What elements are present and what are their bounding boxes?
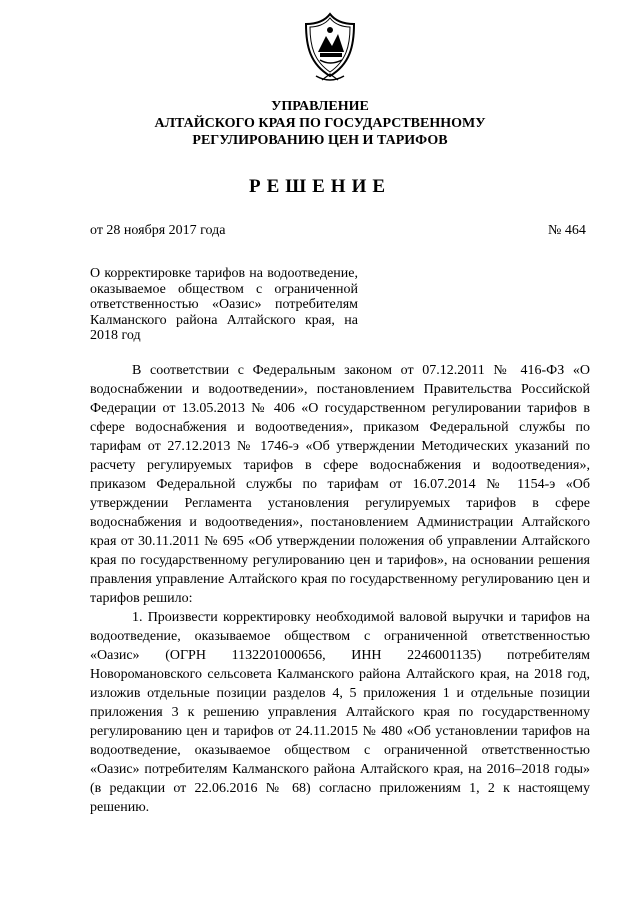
document-body [90, 361, 590, 817]
document-date: от 28 ноября 2017 года [90, 223, 226, 238]
org-line: РЕГУЛИРОВАНИЮ ЦЕН И ТАРИФОВ [192, 133, 448, 148]
body-paragraph: 1. Произвести корректировку необходимой валовой выручки и тарифов на водоотведение, оказываемое обществом с ограниченной ответственностью «Оазис» (ОГРН 1132201000656, ИНН 2246001135) потребителям Новоромановского сельсовета Калманского района Алтайского края, на 2018 год, изложив отдельные позиции разделов 4, 5 приложения 1 и отдельные позиции приложения 3 к решению управления Алтайского края по государственному регулированию цен и тарифов от 24.11.2015 № 480 «Об установлении тарифов на водоотведение, оказываемое обществом с ограниченной ответственностью «Оазис» потребителям Калманского района Алтайского края, на 2016–2018 годы» (в редакции от 22.06.2016 № 68) согласно приложениям 1, 2 к настоящему решению. [90, 610, 590, 815]
document-type-title: РЕШЕНИЕ [248, 176, 392, 197]
organization-name [0, 98, 640, 149]
body-paragraph: В соответствии с Федеральным законом от 07.12.2011 № 416-ФЗ «О водоснабжении и водоотведении», постановлением Правительства Российской Федерации от 13.05.2013 № 406 «О государственном регулировании тарифов в сфере водоснабжения и водоотведения», приказом Федеральной службы по тарифам от 27.12.2013 № 1746-э «Об утверждении Методических указаний по расчету регулируемых тарифов в сфере водоснабжения и водоотведения», приказом Федеральной службы по тарифам от 16.07.2014 № 1154-э «Об утверждении Регламента установления регулируемых тарифов в сфере водоснабжения и водоотведения», постановлением Администрации Алтайского края от 30.11.2011 № 695 «Об утверждении положения об управлении Алтайского края по государственному регулированию цен и тарифов», на основании решения правления управление Алтайского края по государственному регулированию цен и тарифов решило: [90, 363, 590, 606]
document-subject: О корректировке тарифов на водоотведение, оказываемое обществом с ограниченной ответственностью «Оазис» потребителям Калманского района Алтайского края, на 2018 год [90, 266, 358, 343]
org-line: АЛТАЙСКОГО КРАЯ ПО ГОСУДАРСТВЕННОМУ [154, 116, 486, 131]
org-line: УПРАВЛЕНИЕ [271, 99, 369, 114]
coat-of-arms-icon [302, 12, 358, 84]
document-number: № 464 [548, 223, 586, 238]
